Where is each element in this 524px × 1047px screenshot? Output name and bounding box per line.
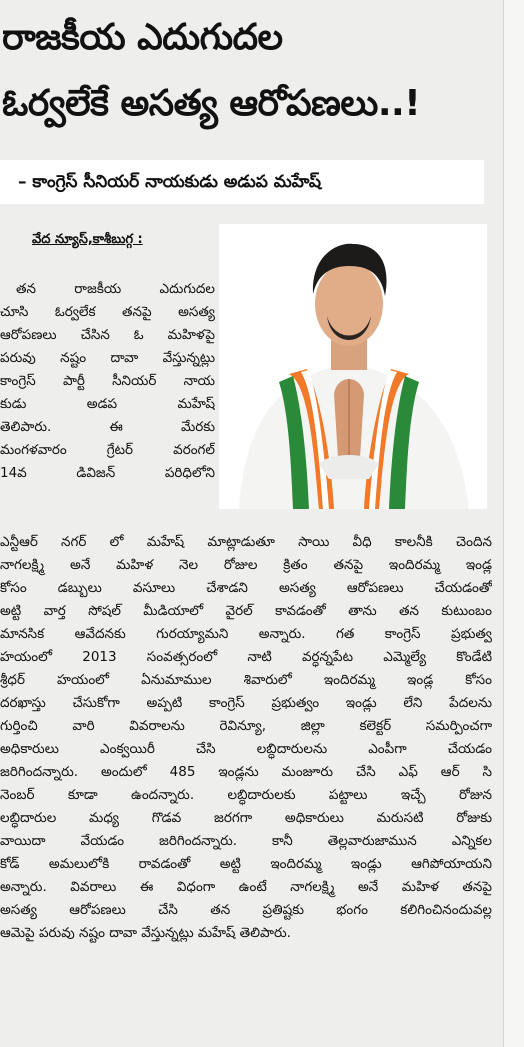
page-margin (503, 0, 524, 1047)
body-line: అట్టి వార్త సోషల్ మీడియాలో వైరల్ కావడంతో తాను తన కుటుంబం (0, 603, 492, 619)
body-line: నెంబర్ కూడా ఉందన్నారు. లబ్ధిదారులకు పట్టాలు ఇచ్చే రోజున (0, 787, 492, 803)
person-portrait-icon (219, 224, 487, 509)
body-line: ఆరోపణలు చేసిన ఓ మహిళపై (0, 327, 215, 343)
headline-line-1: రాజకీయ ఎదుగుదల (2, 17, 283, 58)
body-line: శ్రీధర్ హయంలో ఏనుమాముల శివారులో ఇందిరమ్మ ఇండ్ల కోసం (0, 672, 492, 688)
body-line: జరిగిందన్నారు. అందులో 485 ఇండ్లను మంజూరు చేసి ఎఫ్ ఆర్ సి (0, 764, 492, 780)
body-line: ఎన్టీఆర్ నగర్ లో మహేష్ మాట్లాడుతూ సాయి వీధి కాలనీకి చెందిన (0, 534, 492, 550)
subheadline: – కాంగ్రెస్ సీనియర్ నాయకుడు అడుప మహేష్ (18, 172, 321, 192)
body-line: మానసిక ఆవేదనకు గురయ్యామని అన్నారు. గత కాంగ్రెస్ ప్రభుత్వ (0, 626, 492, 642)
body-line: దరఖాస్తు చేసుకోగా అప్పటి కాంగ్రెస్ ప్రభుత్వం ఇండ్లు లేని పేదలను (0, 695, 492, 711)
body-line: అసత్య ఆరోపణలు చేసి తన ప్రతిష్టకు భంగం కలిగించినందువల్ల (0, 902, 492, 918)
headline-line-2: ఓర్వలేకే అసత్య ఆరోపణలు..! (2, 83, 421, 124)
body-line: కోసం డబ్బులు వసూలు చేశాడని అసత్య ఆరోపణలు చేయడంతో (0, 580, 492, 596)
body-line: తన రాజకీయ ఎదుగుదల (16, 281, 215, 297)
dateline: వేద న్యూస్,కాశీబుగ్గ : (32, 232, 143, 247)
body-line: కుడు అడప మహేష్ (0, 396, 215, 412)
article-body-wide-column (0, 531, 492, 945)
body-line: ఆమెపై పరువు నష్టం దావా వేస్తున్నట్లు మహేష్ తెలిపారు. (0, 925, 291, 941)
body-line: పరువు నష్టం దావా వేస్తున్నట్లు (0, 350, 215, 366)
body-line: చూసి ఓర్వలేక తనపై అసత్య (0, 304, 215, 320)
person-photo (219, 224, 487, 509)
body-line: అధికారులు ఎంక్వయిరీ చేసి లబ్ధిదారులను ఎంపీగా చేయడం (0, 741, 492, 757)
body-line: మంగళవారం గ్రేటర్ వరంగల్ (0, 442, 215, 458)
article-body-narrow-column (0, 278, 215, 485)
body-line: హయంలో 2013 సంవత్సరంలో నాటి వర్ధన్నపేట ఎమ్మెల్యే కొండేటి (0, 649, 492, 665)
body-line: 14వ డివిజన్ పరిధిలోని (0, 465, 215, 481)
body-line: లబ్ధిదారుల మధ్య గొడవ జరగగా అధికారులు మరుసటి రోజుకు (0, 810, 492, 826)
body-line: అన్నారు. వివరాలు ఈ విధంగా ఉంటే నాగలక్ష్మి అనే మహిళ తనపై (0, 879, 492, 895)
body-line: వాయిదా వేయడం జరిగిందన్నారు. కానీ తెల్లవారుజామున ఎన్నికల (0, 833, 492, 849)
body-line: కోడ్ అమలులోకి రావడంతో అట్టి ఇందిరమ్మ ఇండ్లు ఆగిపోయాయని (0, 856, 492, 872)
subheadline-box (0, 160, 484, 204)
body-line: కాంగ్రెస్ పార్టీ సీనియర్ నాయ (0, 373, 215, 389)
body-line: నాగలక్ష్మి అనే మహిళ నెల రోజుల క్రితం తనపై ఇందిరమ్మ ఇండ్ల (0, 557, 492, 573)
body-line: గుర్తించి వారి వివరాలను రెవిన్యూ, జిల్లా కలెక్టర్ సమర్పించగా (0, 718, 492, 734)
body-line: తెలిపారు. ఈ మేరకు (0, 419, 215, 435)
